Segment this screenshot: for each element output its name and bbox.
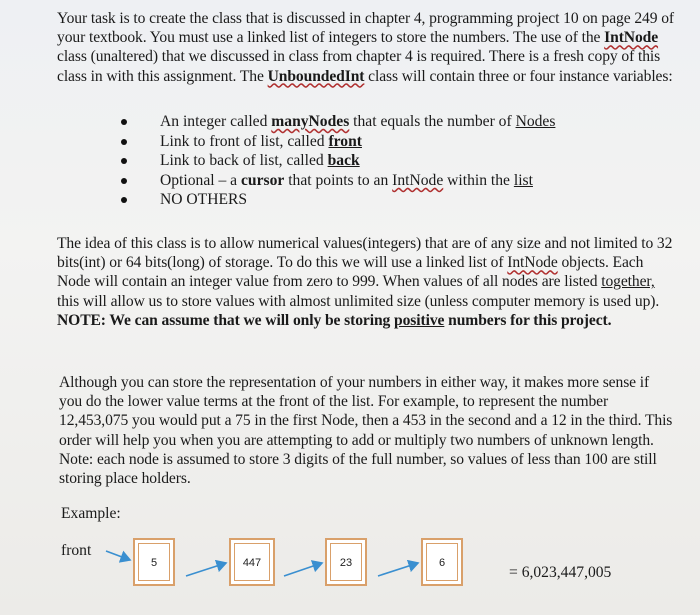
link-arrow: [378, 563, 418, 576]
list-item: Optional – a cursor that points to an IntNode within the list: [112, 171, 555, 191]
back-term: back: [327, 152, 360, 170]
intro-text-3: class will contain three or four instance variables:: [364, 67, 673, 85]
list-item: Link to back of list, called back: [112, 151, 555, 171]
front-arrow: [106, 551, 130, 560]
ordering-paragraph: Although you can store the representation of your numbers in either way, it makes more sense if you do the lower value terms at the front of the list. For example, to represent the number 12,453,075 you would put a 75 in the first Node, then a 453 in the second and a 12 in the third. This order will help you when you are attempting to add or multiply two numbers of unknown length. Note: each node is assumed to store 3 digits of the full number, so values of less than 100 are still storing place holders.: [59, 374, 673, 488]
link-arrow: [186, 563, 226, 576]
idea-paragraph: The idea of this class is to allow numerical values(integers) that are of any size and not limited to 32 bits(int) or 64 bits(long) of storage. To do this we will use a linked list of IntNode objects. Each Node will contain an integer value from zero to 999. When values of all nodes are listed together, this will allow us to store values with almost unlimited size (unless computer memory is used up). NOTE: We can assume that we will only be storing positive numbers for this project.: [57, 235, 673, 329]
note-text: NOTE: We can assume that we will only be storing: [57, 311, 395, 329]
list-item: Link to front of list, called front: [112, 132, 555, 152]
node-value: 5: [150, 557, 158, 569]
node-value: 6: [438, 557, 446, 569]
front-label: front: [61, 542, 92, 559]
node-value: 447: [242, 557, 262, 569]
list-term: list: [513, 171, 533, 189]
intro-text-2: class (unaltered) that we discussed in class from chapter 4 is required. There is a fresh copy of this class in with this assignment. The: [57, 48, 661, 85]
nodes-term: Nodes: [515, 113, 556, 130]
manynodes-term: manyNodes: [271, 113, 350, 130]
list-item: NO OTHERS: [112, 190, 555, 210]
intnode-term: IntNode: [507, 254, 558, 272]
cursor-term: cursor: [240, 171, 285, 189]
note-text-end: numbers for this project.: [444, 311, 612, 329]
unboundedint-term: UnboundedInt: [267, 67, 365, 85]
positive-term: positive: [394, 311, 445, 329]
result-value: = 6,023,447,005: [509, 564, 612, 581]
together-term: together,: [601, 273, 655, 291]
link-arrow: [284, 563, 322, 576]
example-label: Example:: [61, 505, 121, 522]
intnode-term: IntNode: [604, 29, 659, 47]
intro-text-1: Your task is to create the class that is discussed in chapter 4, programming project 10 on page 249 of your textbook. You must use a linked list of integers to store the numbers. The use of the: [57, 10, 675, 47]
front-term: front: [328, 132, 362, 150]
intnode-term: IntNode: [392, 171, 444, 189]
list-item: An integer called manyNodes that equals the number of Nodes: [112, 112, 555, 132]
node-value: 23: [339, 557, 353, 569]
